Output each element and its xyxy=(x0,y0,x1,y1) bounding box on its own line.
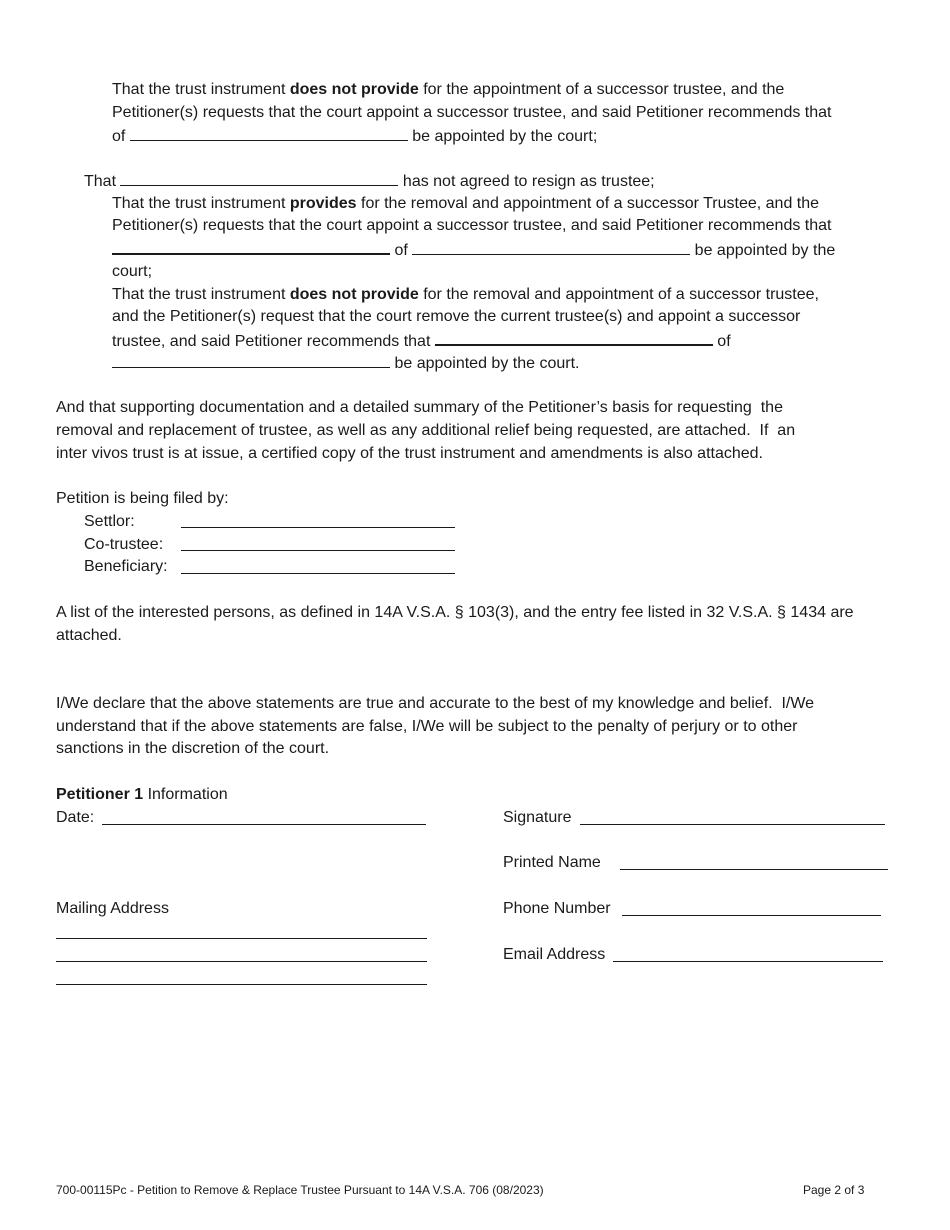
text: of xyxy=(112,128,130,145)
text: That the trust instrument xyxy=(112,195,290,212)
declaration-line2: understand that if the above statements are false, I/We will be subject to the penalty of perjury or to other xyxy=(56,718,798,735)
bold-text: provides xyxy=(289,195,357,212)
text: of xyxy=(390,242,413,259)
text: for the removal and appointment of a successor trustee, xyxy=(418,286,819,303)
successor-name-field-2[interactable] xyxy=(112,238,390,255)
date-label: Date: xyxy=(56,809,99,826)
petitioner-heading xyxy=(56,784,228,806)
mailing-address-line-2[interactable] xyxy=(56,961,427,962)
declaration-line3: sanctions in the discretion of the court. xyxy=(56,740,330,757)
phone-label: Phone Number xyxy=(503,900,616,917)
successor-location-field-3[interactable] xyxy=(112,352,390,368)
supporting-line3: inter vivos trust is at issue, a certified copy of the trust instrument and amendments is also attached. xyxy=(56,445,763,462)
para-no-provide-removal-line2: and the Petitioner(s) request that the court remove the current trustee(s) and appoint a successor xyxy=(112,308,801,325)
beneficiary-label: Beneficiary: xyxy=(84,558,168,575)
email-label: Email Address xyxy=(503,946,610,963)
text: be appointed by the xyxy=(690,242,836,259)
para-provides-line1 xyxy=(112,193,819,215)
text: trustee, and said Petitioner recommends that xyxy=(112,333,435,350)
cotrustee-field[interactable] xyxy=(181,550,455,551)
date-field[interactable] xyxy=(102,824,426,825)
settlor-label: Settlor: xyxy=(84,513,135,530)
mailing-address-label: Mailing Address xyxy=(56,900,169,917)
trustee-not-resign-field[interactable] xyxy=(120,170,398,186)
interested-line2: attached. xyxy=(56,627,122,644)
text: That the trust instrument xyxy=(112,286,290,303)
para-not-resign xyxy=(84,170,655,193)
para-provides-line3 xyxy=(112,238,835,262)
footer-page-number: Page 2 of 3 xyxy=(803,1183,865,1197)
text: That xyxy=(84,173,121,190)
para-no-provide-appoint-line3 xyxy=(112,125,597,148)
text: Information xyxy=(143,786,228,803)
para-no-provide-appoint-line1 xyxy=(112,79,784,101)
para-provides-line2: Petitioner(s) requests that the court appoint a successor trustee, and said Petitioner recommends that xyxy=(112,217,832,234)
para-no-provide-appoint-line2: Petitioner(s) requests that the court appoint a successor trustee, and said Petitioner recommends that xyxy=(112,104,832,121)
para-no-provide-removal-line3 xyxy=(112,329,731,353)
text: be appointed by the court; xyxy=(407,128,598,145)
successor-name-field-3[interactable] xyxy=(435,329,713,346)
filed-by-heading: Petition is being filed by: xyxy=(56,490,229,507)
para-provides-line4: court; xyxy=(112,263,153,280)
cotrustee-label: Co-trustee: xyxy=(84,536,164,553)
email-field[interactable] xyxy=(613,961,883,962)
printed-name-field[interactable] xyxy=(620,869,888,870)
mailing-address-line-1[interactable] xyxy=(56,938,427,939)
footer-form-id: 700-00115Pc - Petition to Remove & Replace Trustee Pursuant to 14A V.S.A. 706 (08/2023) xyxy=(56,1183,544,1197)
text: That the trust instrument xyxy=(112,81,290,98)
successor-location-field-2[interactable] xyxy=(412,239,690,255)
declaration-line1: I/We declare that the above statements are true and accurate to the best of my knowledge and belief. I/We xyxy=(56,695,815,712)
text: for the appointment of a successor trustee, and the xyxy=(418,81,785,98)
mailing-address-line-3[interactable] xyxy=(56,984,427,985)
bold-text: does not provide xyxy=(289,81,419,98)
bold-text: Petitioner 1 xyxy=(56,786,144,803)
supporting-line1: And that supporting documentation and a detailed summary of the Petitioner’s basis for requesting the xyxy=(56,399,783,416)
text: be appointed by the court. xyxy=(390,355,580,372)
para-no-provide-removal-line4 xyxy=(112,352,579,375)
supporting-line2: removal and replacement of trustee, as well as any additional relief being requested, are attached. If an xyxy=(56,422,796,439)
text: has not agreed to resign as trustee; xyxy=(398,173,655,190)
settlor-field[interactable] xyxy=(181,527,455,528)
para-no-provide-removal-line1 xyxy=(112,284,819,306)
text: of xyxy=(712,333,731,350)
signature-label: Signature xyxy=(503,809,576,826)
interested-line1: A list of the interested persons, as defined in 14A V.S.A. § 103(3), and the entry fee listed in 32 V.S.A. § 1434 are xyxy=(56,604,854,621)
successor-name-field-1[interactable] xyxy=(130,125,408,141)
printed-name-label: Printed Name xyxy=(503,854,610,871)
signature-field[interactable] xyxy=(580,824,885,825)
bold-text: does not provide xyxy=(289,286,419,303)
phone-field[interactable] xyxy=(622,915,881,916)
beneficiary-field[interactable] xyxy=(181,573,455,574)
text: for the removal and appointment of a successor Trustee, and the xyxy=(356,195,820,212)
